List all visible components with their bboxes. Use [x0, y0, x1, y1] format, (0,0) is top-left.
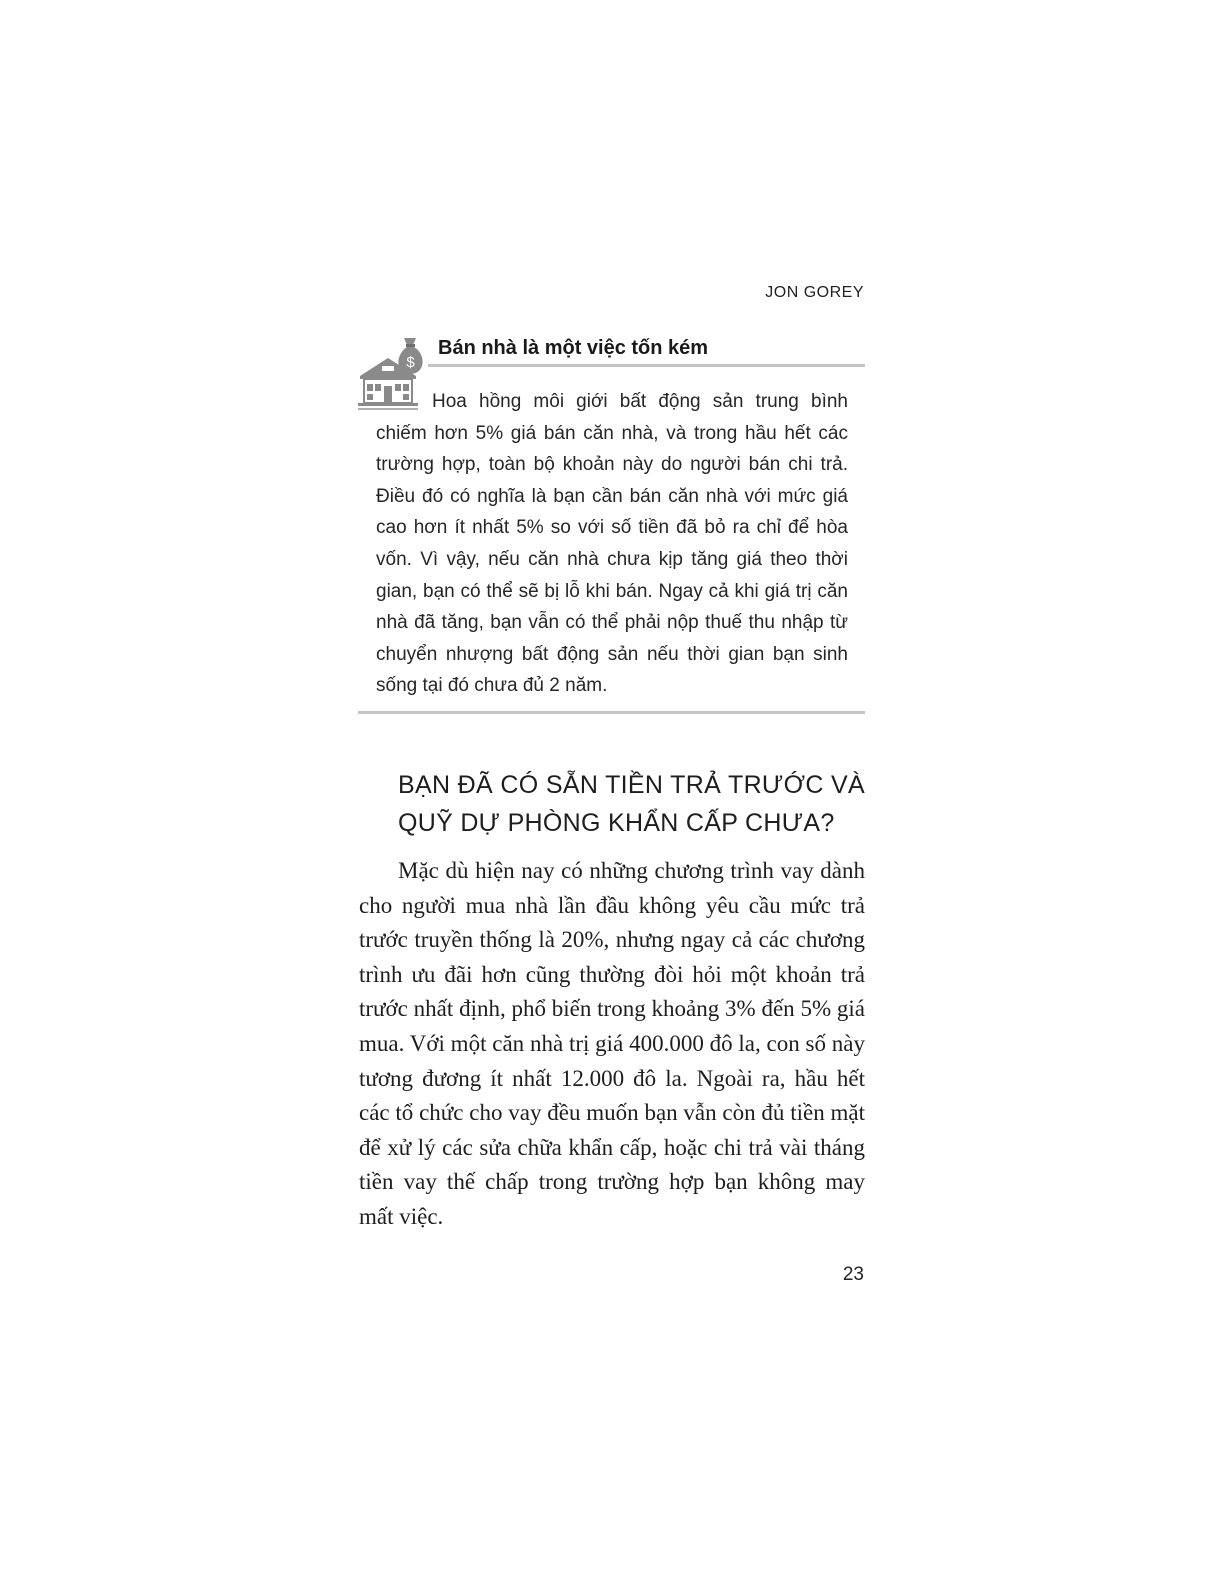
- section-heading: BẠN ĐÃ CÓ SẴN TIỀN TRẢ TRƯỚC VÀ QUỸ DỰ PHÒNG KHẨN CẤP CHƯA?: [398, 771, 865, 837]
- sidebar-bottom-rule: [358, 711, 865, 714]
- sidebar-body-text: Hoa hồng môi giới bất động sản trung bình chiếm hơn 5% giá bán căn nhà, và trong hầu hết các trường hợp, toàn bộ khoản này do người bán chi trả. Điều đó có nghĩa là bạn cần bán căn nhà với mức giá cao hơn ít nhất 5% so với số tiền đã bỏ ra chỉ để hòa vốn. Vì vậy, nếu căn nhà chưa kịp tăng giá theo thời gian, bạn có thể sẽ bị lỗ khi bán. Ngay cả khi giá trị căn nhà đã tăng, bạn vẫn có thể phải nộp thuế thu nhập từ chuyển nhượng bất động sản nếu thời gian bạn sinh sống tại đó chưa đủ 2 năm.: [376, 391, 848, 697]
- svg-text:$: $: [406, 354, 415, 371]
- sidebar-top-rule: [428, 364, 865, 367]
- sidebar-title: Bán nhà là một việc tốn kém: [438, 337, 709, 359]
- running-head: JON GOREY: [765, 284, 864, 301]
- page-number: 23: [842, 1264, 864, 1285]
- body-paragraph: Mặc dù hiện nay có những chương trình vay dành cho người mua nhà lần đầu không yêu cầu mức trả trước truyền thống là 20%, nhưng ngay cả các chương trình ưu đãi hơn cũng thường đòi hỏi một khoản trả trước nhất định, phổ biến trong khoảng 3% đến 5% giá mua. Với một căn nhà trị giá 400.000 đô la, con số này tương đương ít nhất 12.000 đô la. Ngoài ra, hầu hết các tổ chức cho vay đều muốn bạn vẫn còn đủ tiền mặt để xử lý các sửa chữa khẩn cấp, hoặc chi trả vài tháng tiền vay thế chấp trong trường hợp bạn không may mất việc.: [359, 858, 865, 1229]
